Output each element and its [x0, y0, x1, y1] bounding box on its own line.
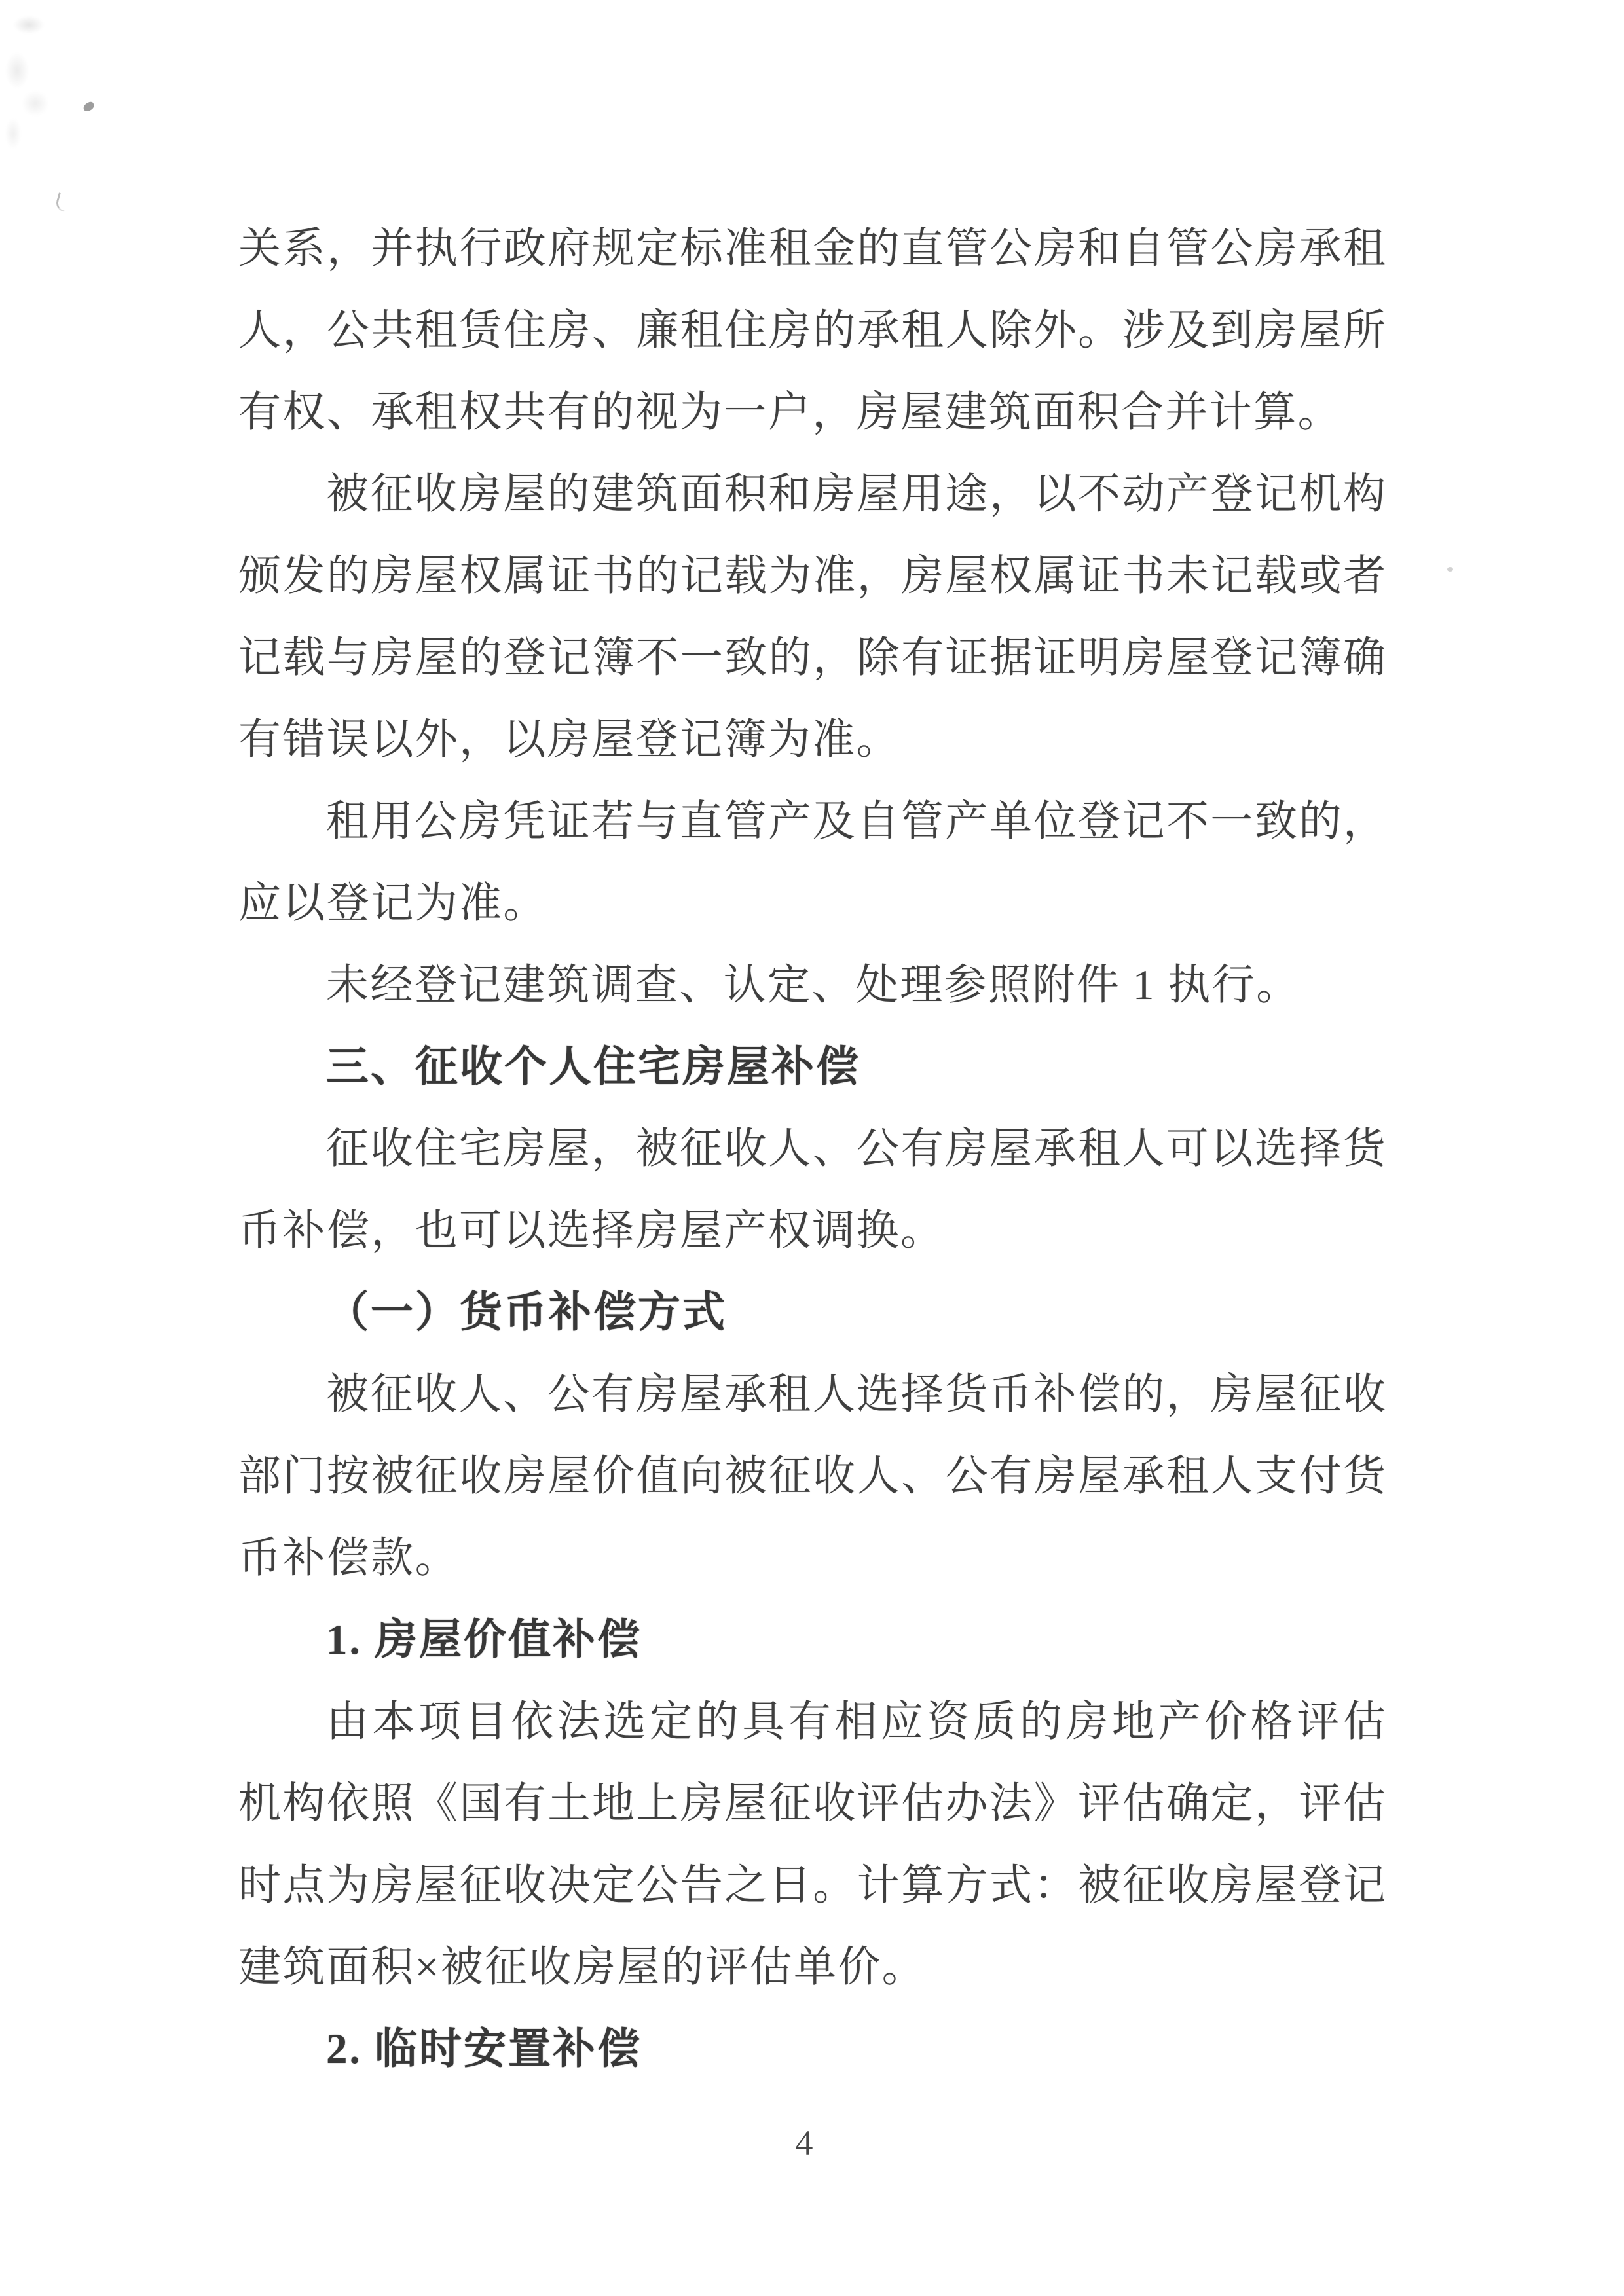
- text-line: 被征收房屋的建筑面积和房屋用途，以不动产登记机构: [326, 471, 1386, 518]
- scan-artifact-tick: [54, 192, 69, 211]
- text-line: 由本项目依法选定的具有相应资质的房地产价格评估: [326, 1698, 1386, 1745]
- text-line: 记载与房屋的登记簿不一致的，除有证据证明房屋登记簿确: [238, 634, 1386, 682]
- scan-artifact-speck: [1447, 567, 1453, 572]
- text-line: 币补偿，也可以选择房屋产权调换。: [238, 1207, 945, 1254]
- text-line: 建筑面积×被征收房屋的评估单价。: [238, 1944, 927, 1991]
- text-line: 人，公共租赁住房、廉租住房的承租人除外。涉及到房屋所: [238, 307, 1386, 354]
- scan-artifact-smudge: [3, 5, 75, 156]
- text-line: 被征收人、公有房屋承租人选择货币补偿的，房屋征收: [326, 1371, 1386, 1418]
- text-line: 关系，并执行政府规定标准租金的直管公房和自管公房承租: [238, 225, 1386, 272]
- section-heading: 三、征收个人住宅房屋补偿: [326, 1044, 861, 1091]
- text-line: 机构依照《国有土地上房屋征收评估办法》评估确定，评估: [238, 1780, 1386, 1827]
- page-number: 4: [795, 2123, 813, 2162]
- scan-artifact-dot: [82, 101, 95, 113]
- text-line: 部门按被征收房屋价值向被征收人、公有房屋承租人支付货: [238, 1453, 1386, 1500]
- text-line: 有权、承租权共有的视为一户，房屋建筑面积合并计算。: [238, 389, 1342, 436]
- text-line: 颁发的房屋权属证书的记载为准，房屋权属证书未记载或者: [238, 553, 1386, 600]
- section-heading: 1. 房屋价值补偿: [326, 1616, 642, 1664]
- section-heading: （一）货币补偿方式: [326, 1289, 728, 1336]
- text-line: 征收住宅房屋，被征收人、公有房屋承租人可以选择货: [326, 1125, 1386, 1173]
- section-heading: 2. 临时安置补偿: [326, 2026, 642, 2073]
- text-line: 租用公房凭证若与直管产及自管产单位登记不一致的，: [326, 798, 1386, 845]
- text-line: 时点为房屋征收决定公告之日。计算方式：被征收房屋登记: [238, 1862, 1386, 1909]
- text-line: 币补偿款。: [238, 1535, 460, 1582]
- document-body: [238, 208, 1386, 2090]
- text-line: 未经登记建筑调查、认定、处理参照附件 1 执行。: [326, 962, 1301, 1009]
- text-line: 有错误以外，以房屋登记簿为准。: [238, 716, 901, 763]
- text-line: 应以登记为准。: [238, 880, 547, 927]
